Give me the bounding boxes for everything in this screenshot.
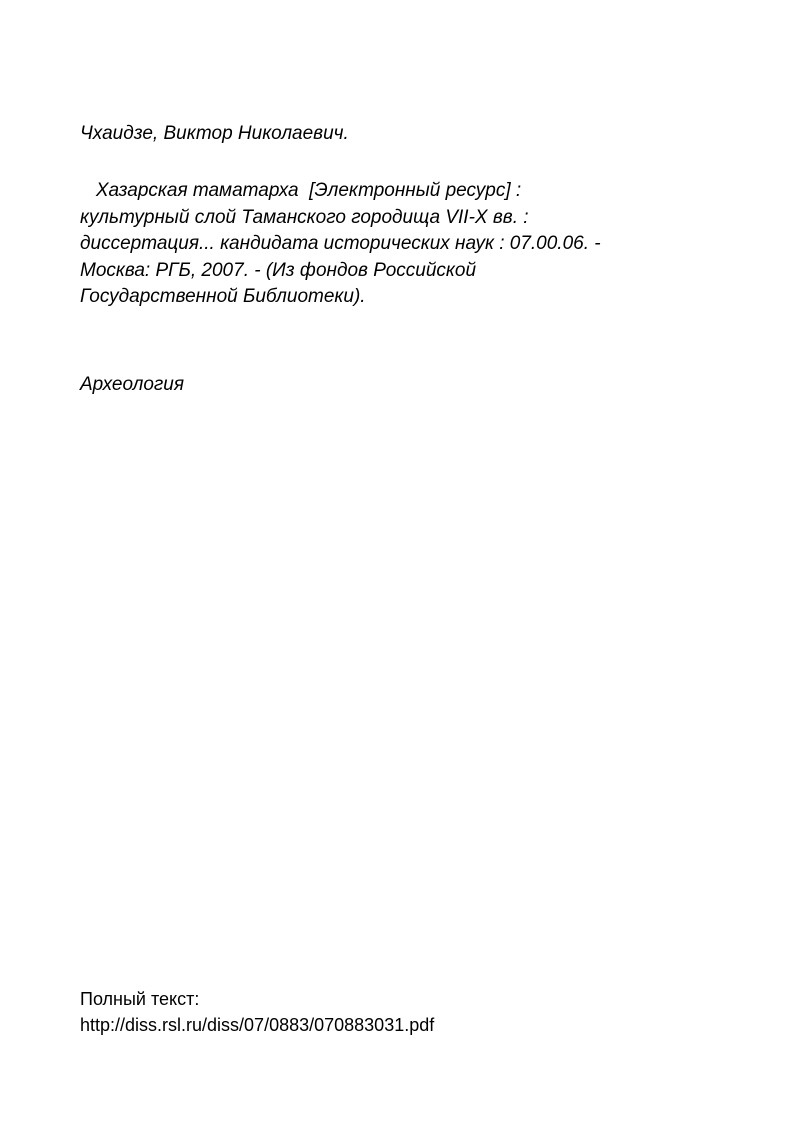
full-text-label: Полный текст: (80, 989, 200, 1009)
bibliographic-record (80, 178, 720, 311)
full-text-block (80, 986, 434, 1038)
record-line-5: Государственной Библиотеки). (80, 286, 366, 307)
record-line-3: диссертация... кандидата исторических наук : 07.00.06. - (80, 233, 601, 254)
full-text-link[interactable]: http://diss.rsl.ru/diss/07/0883/070883031.pdf (80, 1015, 435, 1035)
record-line-2: культурный слой Таманского городища VII-X вв. : (80, 206, 529, 228)
record-line-4: Москва: РГБ, 2007. - (Из фондов Российской (80, 259, 477, 281)
subject-heading: Археология (80, 374, 184, 395)
record-line-1: Хазарская таматарха [Электронный ресурс] : (80, 180, 522, 201)
author-name: Чхаидзе, Виктор Николаевич. (80, 123, 349, 144)
